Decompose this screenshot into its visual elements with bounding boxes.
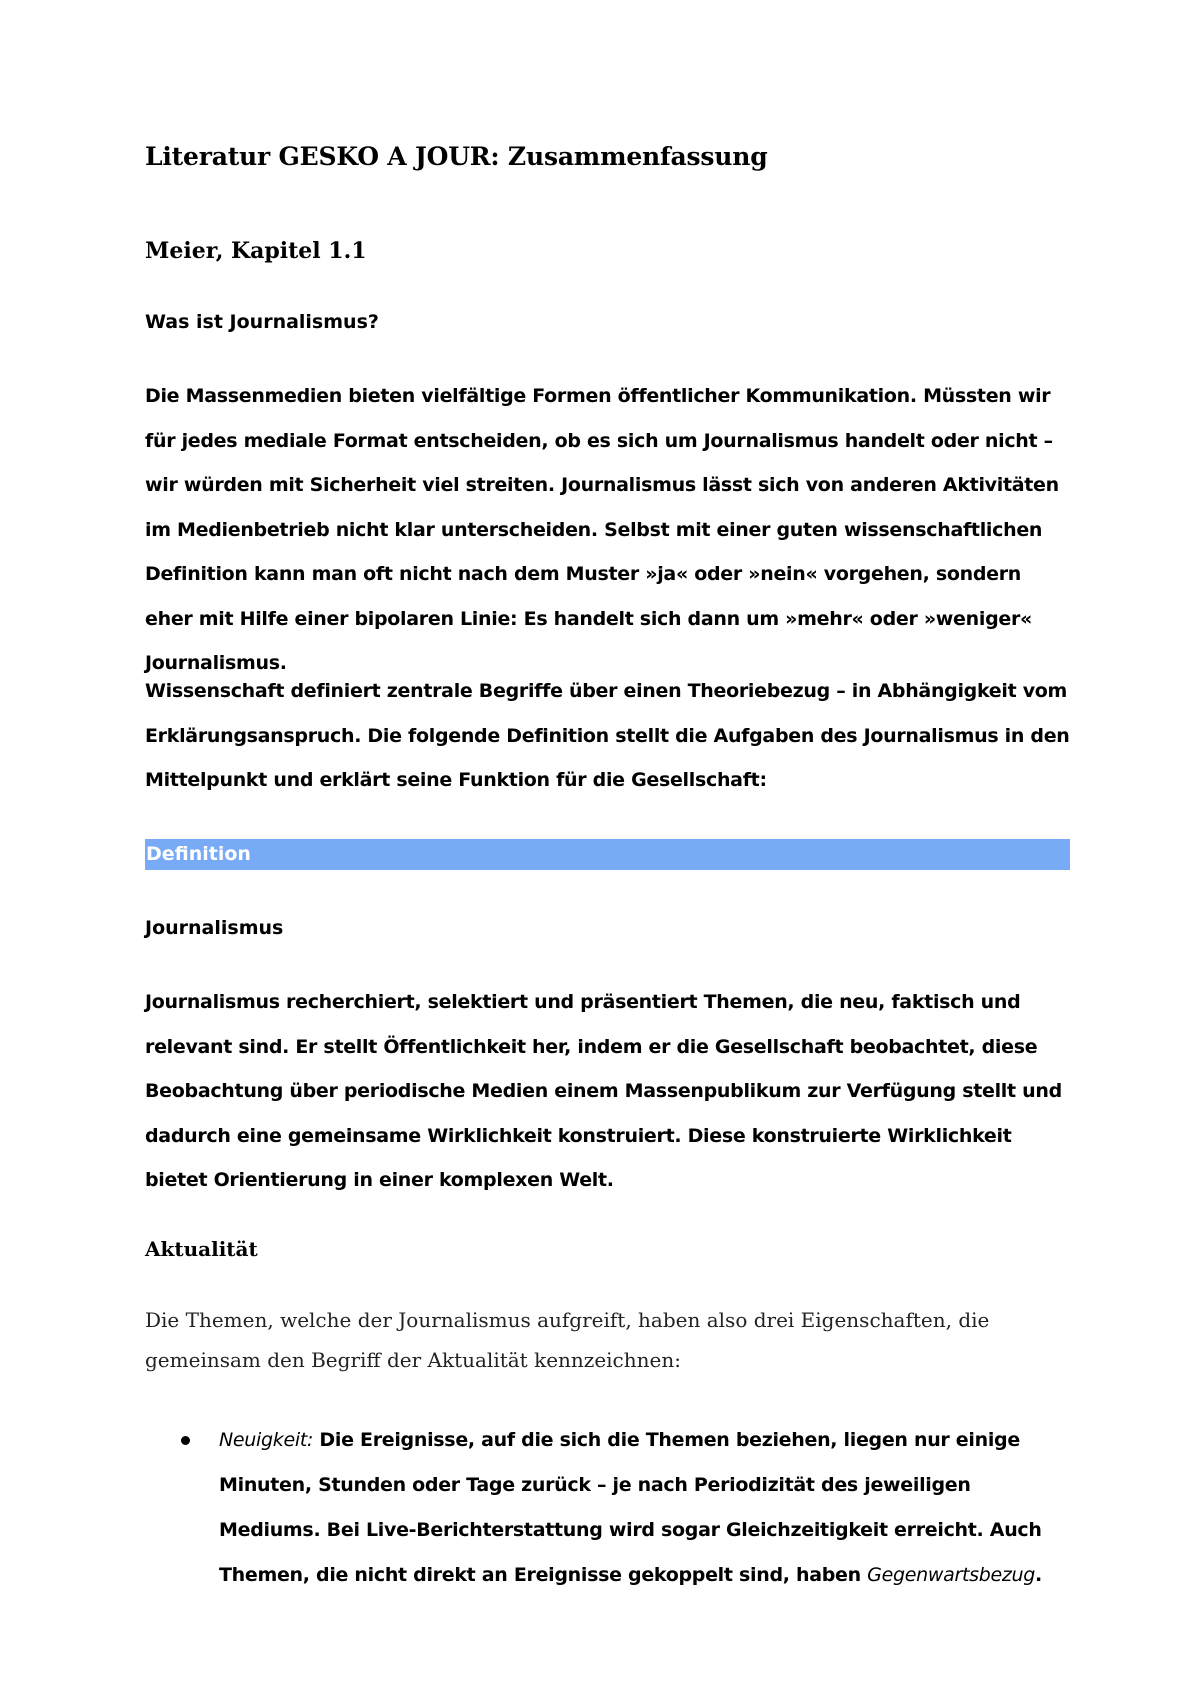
paragraph-intro: Die Massenmedien bieten vielfältige Formen öffentlicher Kommunikation. Müssten wir für jedes mediale Format entscheiden, ob es sich um Journalismus handelt oder nicht – wir würden mit Sicherheit viel streiten. Journalismus lässt sich von anderen Aktivitäten im Medienbetrieb nicht klar unterscheiden. Selbst mit einer guten wissenschaftlichen Definition kann man oft nicht nach dem Muster »ja« oder »nein« vorgehen, sondern eher mit Hilfe einer bipolaren Linie: Es handelt sich dann um »mehr« oder »weniger« Journalismus. (145, 385, 1059, 674)
aktualitaet-list (145, 1418, 1070, 1598)
source-heading: Meier, Kapitel 1.1 (145, 238, 367, 264)
document-title: Literatur GESKO A JOUR: Zusammenfassung (145, 142, 768, 171)
paragraph-definition-lead: Wissenschaft definiert zentrale Begriffe über einen Theoriebezug – in Abhängigkeit vom Erklärungsanspruch. Die folgende Definition stellt die Aufgaben des Journalismus in den Mittelpunkt und erklärt seine Funktion für die Gesellschaft: (145, 680, 1070, 791)
definition-text: Journalismus recherchiert, selektiert und präsentiert Themen, die neu, faktisch und relevant sind. Er stellt Öffentlichkeit her, indem er die Gesellschaft beobachtet, diese Beobachtung über periodische Medien einem Massenpublikum zur Verfügung stellt und dadurch eine gemeinsame Wirklichkeit konstruiert. Diese konstruierte Wirklichkeit bietet Orientierung in einer komplexen Welt. (145, 991, 1062, 1191)
list-item-end: . (1035, 1564, 1042, 1586)
definition-term: Journalismus (145, 917, 284, 939)
list-item-term: Neuigkeit: (219, 1429, 314, 1451)
definition-label: Definition (146, 843, 251, 865)
aktualitaet-text: Die Themen, welche der Journalismus aufgreift, haben also drei Eigenschaften, die gemeinsam den Begriff der Aktualität kennzeichnen: (145, 1308, 990, 1372)
bullet-icon (181, 1436, 190, 1445)
definition-banner (145, 839, 1070, 870)
list-item (145, 1418, 1070, 1598)
aktualitaet-heading: Aktualität (145, 1237, 258, 1261)
list-item-body: Die Ereignisse, auf die sich die Themen beziehen, liegen nur einige Minuten, Stunden oder Tage zurück – je nach Periodizität des jeweiligen Mediums. Bei Live-Berichterstattung wird sogar Gleichzeitigkeit erreicht. Auch Themen, die nicht direkt an Ereignisse gekoppelt sind, haben (219, 1429, 1042, 1586)
question-heading: Was ist Journalismus? (145, 311, 379, 333)
list-item-emphasis: Gegenwartsbezug (867, 1564, 1036, 1586)
list-item-text (219, 1429, 1042, 1586)
